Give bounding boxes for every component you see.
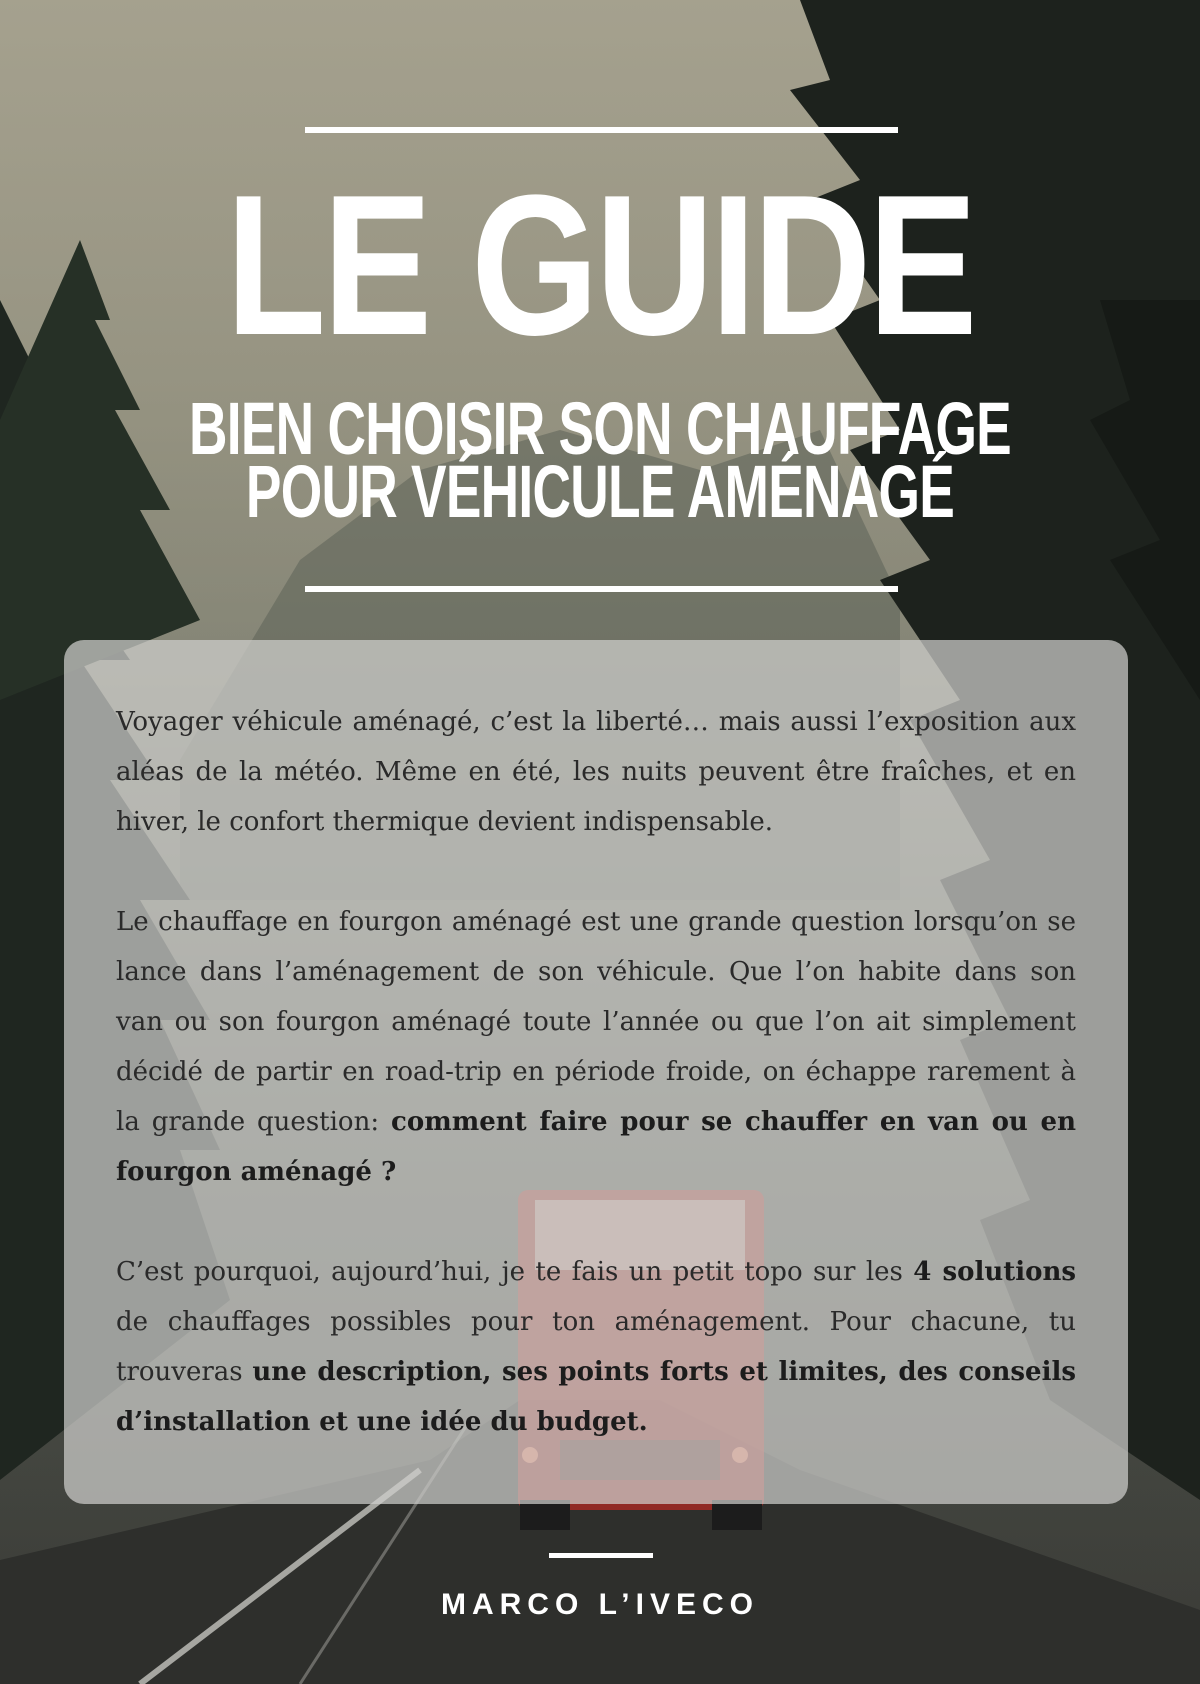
subtitle-line-1: BIEN CHOISIR SON CHAUFFAGE: [189, 387, 1011, 470]
footer-divider: [549, 1553, 653, 1558]
paragraph-2-text: Le chauffage en fourgon aménagé est une grande question lorsqu’on se lance dans l’aménagement de son véhicule. Que l’on habite dans son van ou son fourgon aménagé toute l’année ou que l’on ait simplement décidé de partir en road-trip en période froide, on échappe rarement à la grande question:: [116, 907, 1076, 1137]
solutions-count: 4 solutions: [913, 1257, 1076, 1287]
guide-title: LE GUIDE: [225, 154, 975, 377]
intro-paragraph-1: Voyager véhicule aménagé, c’est la liberté… mais aussi l’exposition aux aléas de la météo. Même en été, les nuits peuvent être fraîches, et en hiver, le confort thermique devient indispensable.: [116, 707, 1076, 837]
middle-divider: [305, 586, 898, 592]
subtitle-line-2: POUR VÉHICULE AMÉNAGÉ: [245, 450, 955, 533]
top-divider: [305, 127, 898, 133]
intro-paragraph-2: [116, 897, 1076, 1197]
paragraph-2-question: comment faire pour se chauffer en van ou en fourgon aménagé ?: [116, 1107, 1077, 1187]
paragraph-3-text-1: C’est pourquoi, aujourd’hui, je te fais un petit topo sur les: [116, 1257, 914, 1287]
paragraph-3-text-2: de chauffages possibles pour ton aménagement. Pour chacune, tu trouveras: [116, 1307, 1076, 1387]
guide-contents-summary: une description, ses points forts et limites, des conseils d’installation et une idée du budget.: [116, 1357, 1076, 1437]
author-name: MARCO L’IVECO: [440, 1588, 759, 1621]
intro-paragraph-3: [116, 1247, 1076, 1447]
